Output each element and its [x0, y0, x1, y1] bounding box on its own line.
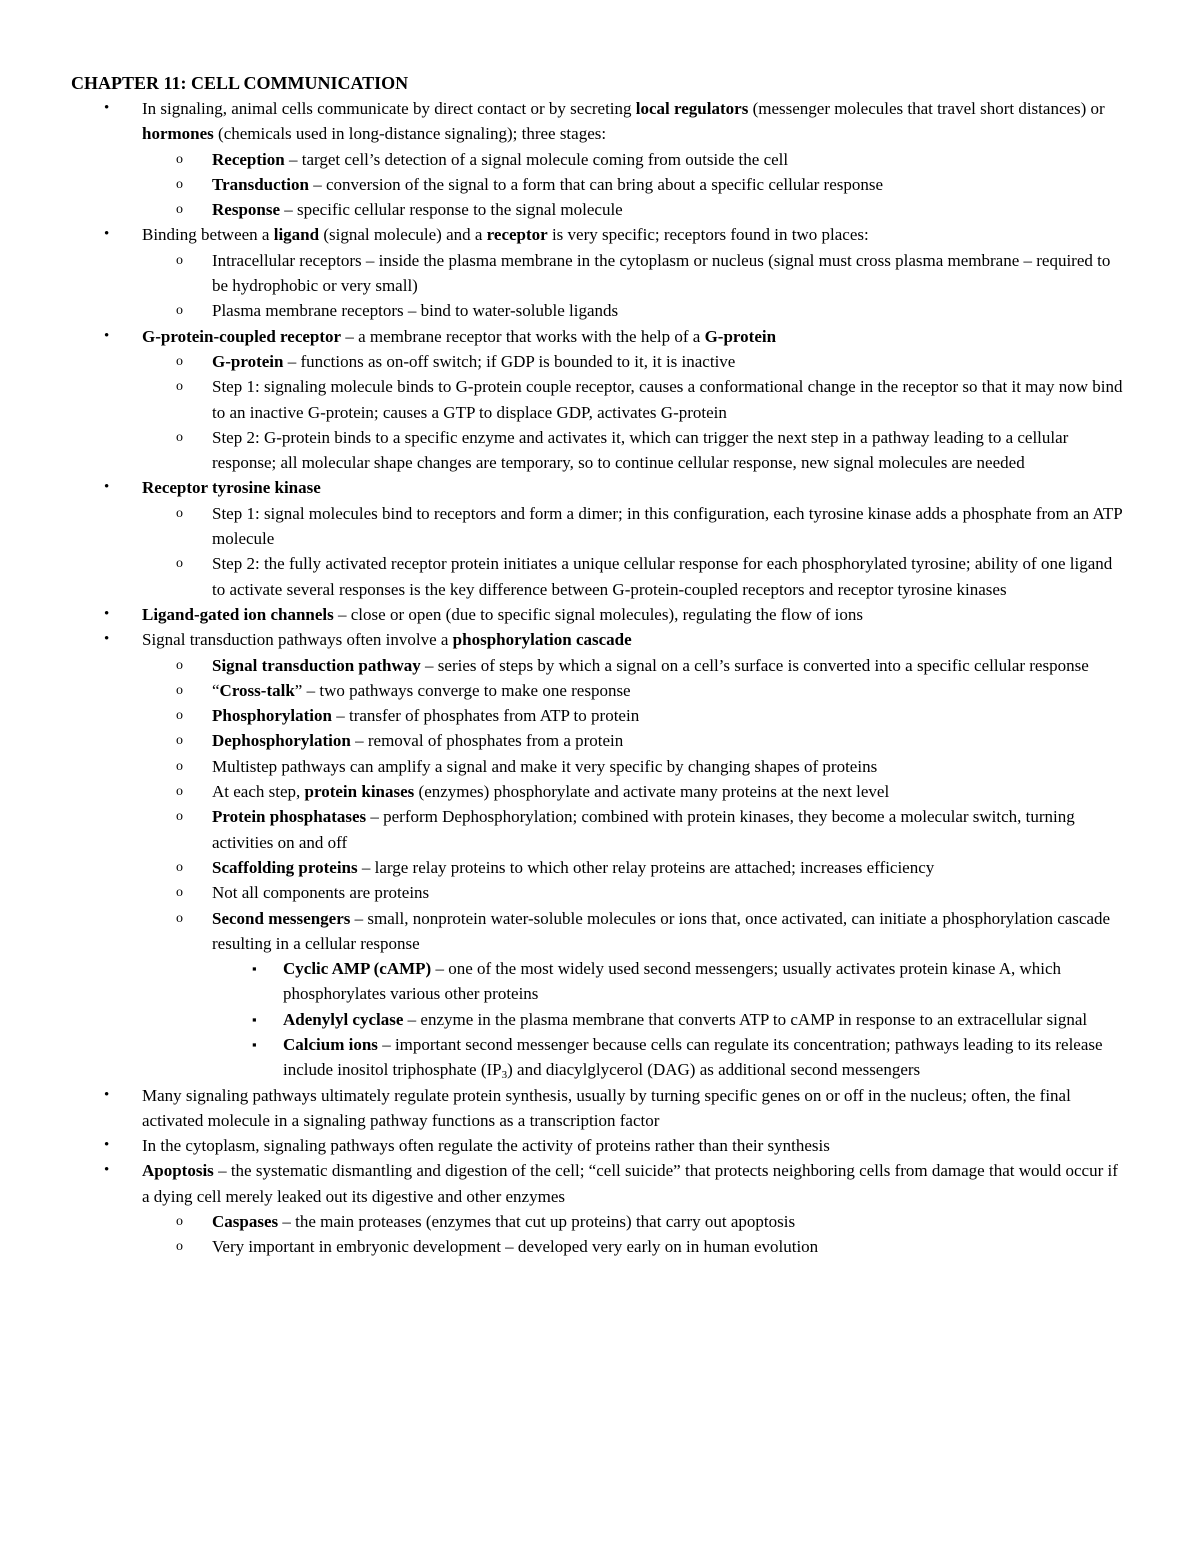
- item-text: – the main proteases (enzymes that cut up proteins) that carry out apoptosis: [278, 1212, 796, 1232]
- outline-item-level-1: [0, 324, 1122, 349]
- item-text: (enzymes) phosphorylate and activate many proteins at the next level: [414, 782, 890, 802]
- bullet-marker: •: [104, 100, 110, 116]
- bold-term: Phosphorylation: [212, 706, 332, 726]
- outline-item-level-2: [0, 906, 1127, 957]
- item-text: Binding between a: [142, 225, 274, 245]
- square-bullet-marker: ▪: [252, 961, 257, 977]
- outline-item-level-2: [0, 1209, 1127, 1234]
- item-text: – important second messenger because cells can regulate its concentration; pathways leading to its release include inositol triphosphate (IP: [283, 1034, 1103, 1080]
- sub-bullet-marker: o: [176, 809, 183, 825]
- outline-item-level-2: [0, 804, 1127, 855]
- sub-bullet-marker: o: [176, 252, 183, 268]
- sub-bullet-marker: o: [176, 1214, 183, 1230]
- item-text: (chemicals used in long-distance signaling); three stages:: [213, 124, 607, 144]
- sub-bullet-marker: o: [176, 859, 183, 875]
- item-text: Step 1: signal molecules bind to receptors and form a dimer; in this configuration, each tyrosine kinase adds a phosphate from an ATP molecule: [212, 503, 1123, 549]
- outline-item-level-2: [0, 728, 1127, 753]
- item-text: In the cytoplasm, signaling pathways often regulate the activity of proteins rather than their synthesis: [142, 1136, 830, 1156]
- bullet-marker: •: [104, 226, 110, 243]
- item-text: – transfer of phosphates from ATP to protein: [331, 706, 640, 726]
- bold-term: Ligand-gated ion channels: [142, 604, 334, 624]
- sub-bullet-marker: o: [176, 151, 183, 167]
- item-text: Not all components are proteins: [212, 883, 430, 903]
- sub-bullet-marker: o: [176, 910, 183, 926]
- item-text: In signaling, animal cells communicate by direct contact or by secreting: [142, 99, 636, 118]
- outline-item-level-2: [0, 754, 1127, 779]
- bold-term: Scaffolding proteins: [212, 857, 358, 877]
- sub-bullet-marker: o: [176, 708, 183, 724]
- sub-bullet-marker: o: [176, 176, 183, 192]
- outline-item-level-2: [0, 501, 1127, 552]
- sub-bullet-marker: o: [176, 202, 183, 218]
- item-text: – close or open (due to specific signal molecules), regulating the flow of ions: [333, 604, 863, 624]
- item-text: Plasma membrane receptors – bind to water-soluble ligands: [212, 301, 619, 321]
- outline-item-level-1: [0, 1133, 1122, 1158]
- bold-term: Caspases: [212, 1212, 279, 1232]
- outline-item-level-1: [0, 475, 1122, 500]
- bold-term: Receptor tyrosine kinase: [142, 478, 321, 498]
- bold-term: G-protein-coupled receptor: [142, 326, 342, 346]
- outline-item-level-3: [0, 1007, 1128, 1032]
- item-text: – enzyme in the plasma membrane that converts ATP to cAMP in response to an extracellular signal: [403, 1009, 1088, 1029]
- bold-term: G-protein: [212, 351, 284, 371]
- square-bullet-marker: ▪: [252, 1036, 257, 1052]
- item-text: Step 1: signaling molecule binds to G-protein couple receptor, causes a conformational change in the receptor so that it may now bind to an inactive G-protein; causes a GTP to displace GDP, activates G-protein: [212, 377, 1123, 422]
- outline-item-level-2: [0, 172, 1127, 197]
- bold-term: hormones: [142, 124, 214, 144]
- outline-item-level-1: [0, 1083, 1122, 1134]
- outline-item-level-1: [0, 627, 1122, 652]
- sub-bullet-marker: o: [176, 1239, 183, 1255]
- outline-item-level-2: [0, 147, 1127, 172]
- item-text: ” – two pathways converge to make one response: [294, 680, 631, 700]
- outline-item-level-2: [0, 298, 1127, 323]
- outline-item-level-1: [0, 222, 1122, 247]
- bold-term: Cross-talk: [219, 680, 295, 700]
- sub-bullet-marker: o: [176, 733, 183, 749]
- outline-item-level-2: [0, 425, 1127, 476]
- item-text: – target cell’s detection of a signal molecule coming from outside the cell: [284, 149, 789, 169]
- outline-item-level-2: [0, 551, 1127, 602]
- bold-term: Protein phosphatases: [212, 807, 367, 827]
- item-text: – small, nonprotein water-soluble molecules or ions that, once activated, can initiate a phosphorylation cascade resulting in a cellular response: [212, 908, 1111, 953]
- bold-term: G-protein: [704, 326, 777, 346]
- item-text: Step 2: the fully activated receptor protein initiates a unique cellular response for each phosphorylated tyrosine; ability of one ligand to activate several responses is the key difference between G-protein-coupled receptors and receptor tyrosine kinases: [212, 554, 1113, 599]
- outline-item-level-2: [0, 855, 1127, 880]
- outline-item-level-2: [0, 248, 1127, 299]
- bold-term: Dephosphorylation: [212, 731, 351, 751]
- bold-term: Adenylyl cyclase: [283, 1009, 404, 1029]
- sub-bullet-marker: o: [176, 379, 183, 395]
- sub-bullet-marker: o: [176, 429, 183, 445]
- outline-item-level-2: [0, 374, 1127, 425]
- bold-term: Second messengers: [212, 908, 351, 928]
- sub-bullet-marker: o: [176, 556, 183, 572]
- item-text: – conversion of the signal to a form that can bring about a specific cellular response: [309, 174, 884, 194]
- outline-item-level-2: [0, 349, 1127, 374]
- bullet-marker: •: [104, 1162, 110, 1179]
- bullet-marker: •: [104, 327, 110, 344]
- item-text: ) and diacylglycerol (DAG) as additional second messengers: [507, 1060, 921, 1080]
- bold-term: Signal transduction pathway: [212, 655, 421, 675]
- outline-item-level-2: [0, 779, 1127, 804]
- outline-item-level-2: [0, 703, 1127, 728]
- item-text: – series of steps by which a signal on a cell’s surface is converted into a specific cellular response: [420, 655, 1089, 675]
- bullet-marker: •: [104, 1137, 110, 1154]
- outline-item-level-1: [0, 602, 1122, 627]
- item-text: – specific cellular response to the signal molecule: [280, 200, 623, 220]
- outline-item-level-1: [0, 96, 1122, 147]
- outline-item-level-1: [0, 1158, 1122, 1209]
- bullet-marker: •: [104, 605, 110, 622]
- item-text: is very specific; receptors found in two places:: [547, 225, 869, 245]
- item-text: Signal transduction pathways often involve a: [142, 630, 453, 650]
- sub-bullet-marker: o: [176, 784, 183, 800]
- sub-bullet-marker: o: [176, 657, 183, 673]
- item-text: – the systematic dismantling and digestion of the cell; “cell suicide” that protects neighboring cells from damage that would occur if a dying cell merely leaked out its digestive and other enzymes: [142, 1161, 1118, 1206]
- outline-item-level-2: [0, 653, 1127, 678]
- bold-term: ligand: [273, 225, 320, 245]
- bold-term: receptor: [486, 225, 548, 245]
- bold-term: Response: [212, 200, 281, 220]
- bullet-marker: •: [104, 1086, 110, 1103]
- item-text: (signal molecule) and a: [319, 225, 487, 245]
- item-text: “: [212, 680, 220, 700]
- item-text: At each step,: [212, 782, 305, 802]
- outline-item-level-2: [0, 678, 1127, 703]
- outline-list: [0, 96, 1200, 1260]
- outline-item-level-2: [0, 197, 1127, 222]
- bold-term: phosphorylation cascade: [452, 630, 632, 650]
- page-title: CHAPTER 11: CELL COMMUNICATION: [71, 73, 409, 93]
- bold-term: Reception: [212, 149, 285, 169]
- outline-item-level-3: [0, 956, 1128, 1007]
- item-text: – removal of phosphates from a protein: [350, 731, 624, 751]
- subscript-text: 3: [501, 1069, 508, 1082]
- item-text: – large relay proteins to which other relay proteins are attached; increases efficiency: [357, 857, 935, 877]
- bullet-marker: •: [104, 631, 110, 648]
- outline-item-level-2: [0, 1234, 1127, 1259]
- bold-term: local regulators: [635, 99, 749, 118]
- item-text: Step 2: G-protein binds to a specific enzyme and activates it, which can trigger the next step in a pathway leading to a cellular response; all molecular shape changes are temporary, so to continue cellular response, new signal molecules are needed: [212, 427, 1069, 473]
- item-text: Intracellular receptors – inside the plasma membrane in the cytoplasm or nucleus (signal must cross plasma membrane – required to be hydrophobic or very small): [212, 250, 1111, 296]
- square-bullet-marker: ▪: [252, 1011, 257, 1027]
- item-text: – one of the most widely used second messengers; usually activates protein kinase A, which phosphorylates various other proteins: [283, 959, 1062, 1004]
- bold-term: Apoptosis: [142, 1161, 214, 1181]
- bold-term: Cyclic AMP (cAMP): [283, 959, 432, 979]
- sub-bullet-marker: o: [176, 303, 183, 319]
- item-text: – functions as on-off switch; if GDP is bounded to it, it is inactive: [283, 351, 736, 371]
- item-text: Many signaling pathways ultimately regulate protein synthesis, usually by turning specific genes on or off in the nucleus; often, the final activated molecule in a signaling pathway functions as a transcription factor: [142, 1085, 1071, 1130]
- item-text: – a membrane receptor that works with the help of a: [341, 326, 705, 346]
- item-text: (messenger molecules that travel short distances) or: [748, 99, 1105, 118]
- item-text: Very important in embryonic development – developed very early on in human evolution: [212, 1237, 819, 1257]
- sub-bullet-marker: o: [176, 682, 183, 698]
- bold-term: Transduction: [212, 174, 309, 194]
- item-text: Multistep pathways can amplify a signal and make it very specific by changing shapes of proteins: [212, 756, 878, 776]
- bold-term: protein kinases: [304, 782, 415, 802]
- outline-item-level-2: [0, 880, 1127, 905]
- sub-bullet-marker: o: [176, 885, 183, 901]
- item-text: – perform Dephosphorylation; combined with protein kinases, they become a molecular switch, turning activities on and off: [212, 807, 1075, 852]
- outline-item-level-3: [0, 1032, 1128, 1083]
- sub-bullet-marker: o: [176, 505, 183, 521]
- bullet-marker: •: [104, 479, 110, 496]
- sub-bullet-marker: o: [176, 353, 183, 369]
- sub-bullet-marker: o: [176, 758, 183, 774]
- bold-term: Calcium ions: [283, 1034, 378, 1054]
